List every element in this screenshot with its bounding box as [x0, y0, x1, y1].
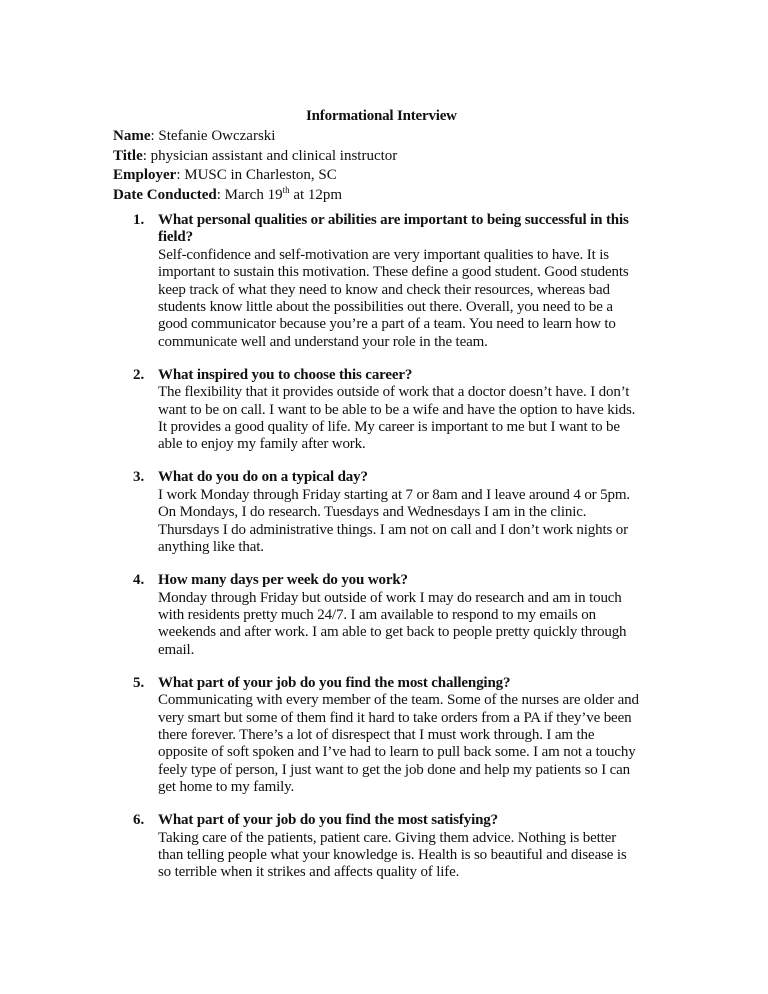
name-value: : Stefanie Owczarski [150, 128, 276, 144]
answer-text: very smart but some of them find it hard to take orders from a PA if they’ve been [158, 709, 632, 726]
question-text: What do you do on a typical day? [158, 469, 368, 486]
question-text: What personal qualities or abilities are important to being successful in this [158, 212, 629, 228]
question-number: 1. [133, 212, 145, 228]
answer-text: than telling people what your knowledge is. Health is so beautiful and disease is [158, 846, 627, 863]
name-row [113, 127, 397, 147]
date-time: at 12pm [289, 186, 343, 203]
question-item [133, 212, 673, 351]
employer-label: Employer [113, 167, 177, 184]
question-text: What part of your job do you find the most satisfying? [158, 812, 498, 829]
question-item [133, 367, 673, 454]
answer-text: weekends and after work. I am able to get back to people pretty quickly through [158, 624, 627, 641]
answer-text: Taking care of the patients, patient care. Giving them advice. Nothing is better [158, 829, 617, 846]
answer-text: get home to my family. [158, 779, 295, 796]
answer-text: there forever. There’s a lot of disrespect that I must work through. I am the [158, 726, 595, 743]
answer-text: want to be on call. I want to be able to be a wife and have the option to have kids. [158, 401, 636, 418]
employer-value: : MUSC in Charleston, SC [176, 167, 337, 184]
answer-text: I work Monday through Friday starting at 7 or 8am and I leave around 4 or 5pm. [158, 486, 630, 503]
question-text: How many days per week do you work? [158, 572, 408, 589]
question-list [133, 212, 673, 897]
answer-text: anything like that. [158, 539, 264, 556]
answer-text: email. [158, 641, 195, 658]
answer-text: keep track of what they need to know and check their resources, whereas bad [158, 281, 610, 298]
answer-text: communicate well and understand your role in the team. [158, 333, 488, 350]
question-text: What part of your job do you find the most challenging? [158, 674, 511, 691]
answer-text: good communicator because you’re a part of a team. You need to learn how to [158, 316, 616, 333]
question-item [133, 812, 673, 882]
answer-text: The flexibility that it provides outside of work that a doctor doesn’t have. I don’t [158, 384, 630, 401]
document-title [0, 108, 768, 125]
answer-text: On Mondays, I do research. Tuesdays and Wednesdays I am in the clinic. [158, 504, 587, 521]
answer-text: so terrible when it strikes and affects quality of life. [158, 864, 460, 881]
employer-row [113, 166, 397, 186]
question-number: 2. [133, 366, 145, 383]
answer-text: Communicating with every member of the team. Some of the nurses are older and [158, 692, 639, 709]
question-text: field? [158, 229, 193, 246]
answer-text: It provides a good quality of life. My career is important to me but I want to be [158, 419, 620, 436]
question-number: 3. [133, 469, 145, 486]
answer-text: students know little about the possibilities out there. Overall, you need to be a [158, 299, 613, 316]
answer-text: Monday through Friday but outside of work I may do research and am in touch [158, 589, 622, 606]
question-number: 6. [133, 812, 145, 829]
answer-text: Thursdays I do administrative things. I am not on call and I don’t work nights or [158, 521, 628, 538]
answer-text: with residents pretty much 24/7. I am available to respond to my emails on [158, 606, 596, 623]
name-label: Name [113, 128, 151, 144]
answer-text: important to sustain this motivation. These define a good student. Good students [158, 264, 629, 281]
date-label: Date Conducted [113, 186, 217, 203]
date-suffix: th [282, 184, 290, 195]
date-value: : March 19 [216, 186, 283, 203]
title-text: Informational Interview [306, 108, 457, 124]
answer-text: feely type of person, I just want to get the job done and help my patients so I can [158, 761, 631, 778]
interview-details [113, 127, 397, 205]
question-number: 4. [133, 572, 145, 589]
answer-text: Self-confidence and self-motivation are very important qualities to have. It is [158, 246, 609, 263]
answer-text: able to enjoy my family after work. [158, 436, 366, 453]
question-item [133, 572, 673, 659]
title-label: Title [113, 147, 143, 164]
question-item [133, 675, 673, 797]
title-row [113, 147, 397, 167]
title-value: : physician assistant and clinical instructor [142, 147, 398, 164]
question-number: 5. [133, 674, 145, 691]
date-row [113, 186, 397, 206]
question-item [133, 469, 673, 556]
answer-text: opposite of soft spoken and I’ve had to learn to pull back some. I am not a touchy [158, 744, 636, 761]
question-text: What inspired you to choose this career? [158, 366, 413, 383]
